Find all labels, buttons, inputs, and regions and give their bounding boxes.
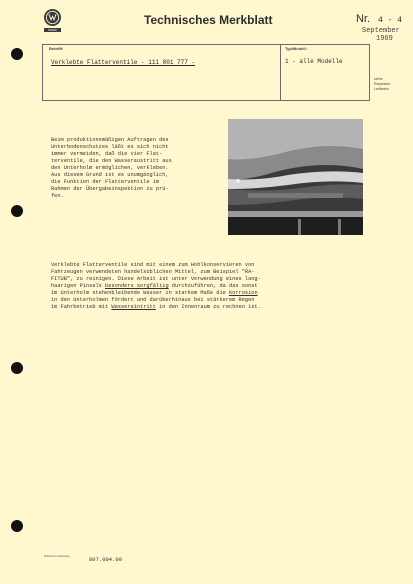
para2-line-7a: im Fahrbetrieb mit xyxy=(51,304,112,310)
para2-line-5a: im Unterholm stehenbleibende Wasser in starkem Maße die xyxy=(51,290,230,296)
para2-line-4b: durchzuführen, da das sonst xyxy=(168,283,258,289)
para2-line-3: FITUB", zu reinigen. Diese Arbeit ist unter Verwendung eines lang- xyxy=(51,276,261,282)
punch-hole-2 xyxy=(11,205,23,217)
body-paragraph-1: Beim produktionsmäßigen Auftragen des Unterbodenschutzes läßt es sich nicht immer vermeiden, daß die vier Flat- terventile, die den Wasseraustritt aus den Unterholm ermöglichen, verkleben. Aus diesem Grund ist es unumgänglich, die Funktion der Flatterventile im Rahmen der Übergabeinspektion zu prü- fen. xyxy=(51,137,172,199)
header-box-left-edge xyxy=(42,45,43,100)
betrifft-value: Verklebte Flatterventile - 111 801 777 - xyxy=(51,59,196,66)
emphasis-wassereintritt: Wassereintritt xyxy=(111,304,156,310)
para2-line-1: Verklebte Flatterventile sind mit einem zum Hohlkonservieren von xyxy=(51,262,255,268)
emphasis-korrosion: Korrosion xyxy=(229,290,258,296)
para2-line-4a: haarigen Pinsels xyxy=(51,283,106,289)
punch-hole-1 xyxy=(11,48,23,60)
emphasis-besonders-sorgfaeltig: besonders sorgfältig xyxy=(105,283,169,289)
para2-line-2: Fahrzeugen verwendeten handelsüblichen Mittel, zum Beispiel "RA- xyxy=(51,269,255,275)
vw-logo-icon xyxy=(44,9,61,26)
footer-code: 807.004.00 xyxy=(89,556,123,563)
para2-line-6: in den Unterholmen fördert und darüberhinaus bei stärkerem Regen xyxy=(51,297,255,303)
header-box xyxy=(42,44,370,101)
nr-value: 4 - 4 xyxy=(378,16,403,25)
typ-label: Typ/Modell: xyxy=(285,46,307,51)
body-paragraph-2 xyxy=(51,262,371,311)
header-box-divider xyxy=(280,45,281,100)
typ-value: 1 - alle Modelle xyxy=(285,58,343,65)
page-title: Technisches Merkblatt xyxy=(144,13,273,27)
para2-line-7b: in den Innenraum zu rechnen ist. xyxy=(155,304,261,310)
footer-printed-in: Printed in Germany xyxy=(44,554,70,558)
punch-hole-4 xyxy=(11,520,23,532)
punch-hole-3 xyxy=(11,362,23,374)
brand-bar: WERK xyxy=(44,28,61,32)
betrifft-label: Betrifft: xyxy=(49,46,64,51)
date-month: September xyxy=(362,27,400,35)
car-underbody-photo xyxy=(228,119,363,235)
date-year: 1969 xyxy=(376,35,393,43)
nr-label: Nr. xyxy=(356,13,371,25)
siehe-note: siehe Reparatur Leitfaden xyxy=(374,77,390,91)
